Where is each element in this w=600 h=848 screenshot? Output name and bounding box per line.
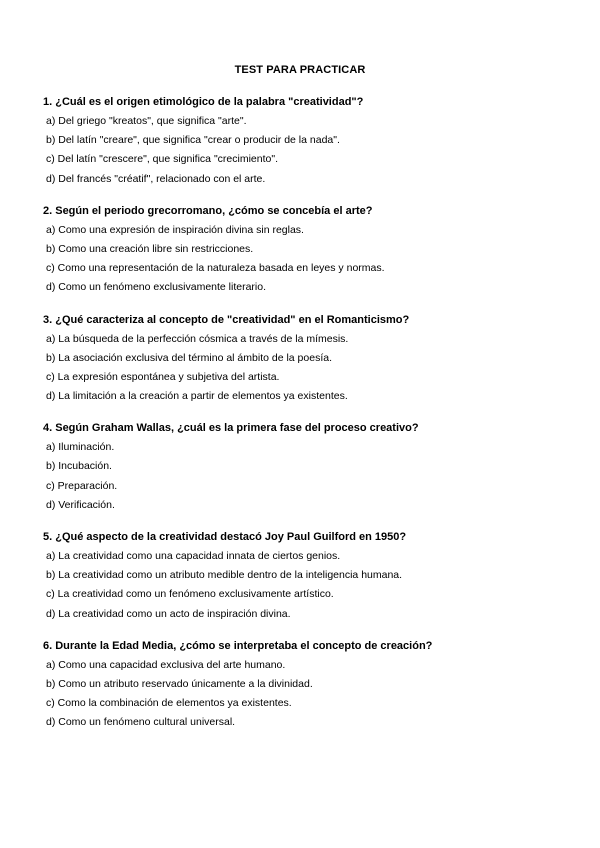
answer-option: b) Como una creación libre sin restricciones.	[46, 242, 254, 255]
answer-option: d) Verificación.	[46, 498, 115, 511]
question-text: 3. ¿Qué caracteriza al concepto de "creatividad" en el Romanticismo?	[43, 313, 410, 326]
answer-option: a) La creatividad como una capacidad innata de ciertos genios.	[46, 550, 341, 562]
answer-option: d) La limitación a la creación a partir de elementos ya existentes.	[46, 390, 348, 403]
answer-option: d) Del francés "créatif", relacionado con el arte.	[46, 172, 266, 185]
question-text: 2. Según el periodo grecorromano, ¿cómo se concebía el arte?	[43, 204, 373, 217]
answer-option: b) Incubación.	[46, 460, 112, 473]
answer-option: d) Como un fenómeno cultural universal.	[46, 716, 236, 729]
answer-option: d) Como un fenómeno exclusivamente literario.	[46, 281, 267, 294]
document-title: TEST PARA PRACTICAR	[234, 64, 366, 76]
answer-option: c) Preparación.	[46, 479, 118, 492]
answer-option: b) La asociación exclusiva del término al ámbito de la poesía.	[46, 351, 332, 364]
answer-option: b) Del latín "creare", que significa "crear o producir de la nada".	[46, 134, 340, 147]
question-block	[43, 95, 563, 191]
answer-option: c) Como la combinación de elementos ya existentes.	[46, 697, 292, 710]
answer-option: d) La creatividad como un acto de inspiración divina.	[46, 607, 291, 620]
answer-option: a) Como una expresión de inspiración divina sin reglas.	[46, 223, 304, 236]
question-block	[43, 204, 563, 300]
question-list	[43, 95, 563, 748]
question-text: 5. ¿Qué aspecto de la creatividad destacó Joy Paul Guilford en 1950?	[43, 531, 407, 543]
answer-option: a) Del griego "kreatos", que significa "arte".	[46, 115, 247, 127]
answer-option: c) La expresión espontánea y subjetiva del artista.	[46, 370, 280, 383]
answer-option: b) Como un atributo reservado únicamente a la divinidad.	[46, 677, 313, 690]
question-block	[43, 313, 563, 409]
question-block	[43, 421, 563, 517]
answer-option: a) La búsqueda de la perfección cósmica a través de la mímesis.	[46, 332, 349, 345]
answer-option: c) La creatividad como un fenómeno exclusivamente artístico.	[46, 588, 334, 601]
answer-option: b) La creatividad como un atributo medible dentro de la inteligencia humana.	[46, 569, 403, 582]
question-text: 4. Según Graham Wallas, ¿cuál es la primera fase del proceso creativo?	[43, 422, 419, 435]
question-text: 1. ¿Cuál es el origen etimológico de la palabra "creatividad"?	[43, 96, 364, 108]
question-block	[43, 639, 563, 735]
answer-option: c) Del latín "crescere", que significa "crecimiento".	[46, 153, 278, 166]
question-text: 6. Durante la Edad Media, ¿cómo se interpretaba el concepto de creación?	[43, 639, 433, 652]
answer-option: c) Como una representación de la naturaleza basada en leyes y normas.	[46, 262, 385, 275]
question-block	[43, 530, 563, 626]
answer-option: a) Como una capacidad exclusiva del arte humano.	[46, 658, 286, 671]
answer-option: a) Iluminación.	[46, 441, 115, 454]
